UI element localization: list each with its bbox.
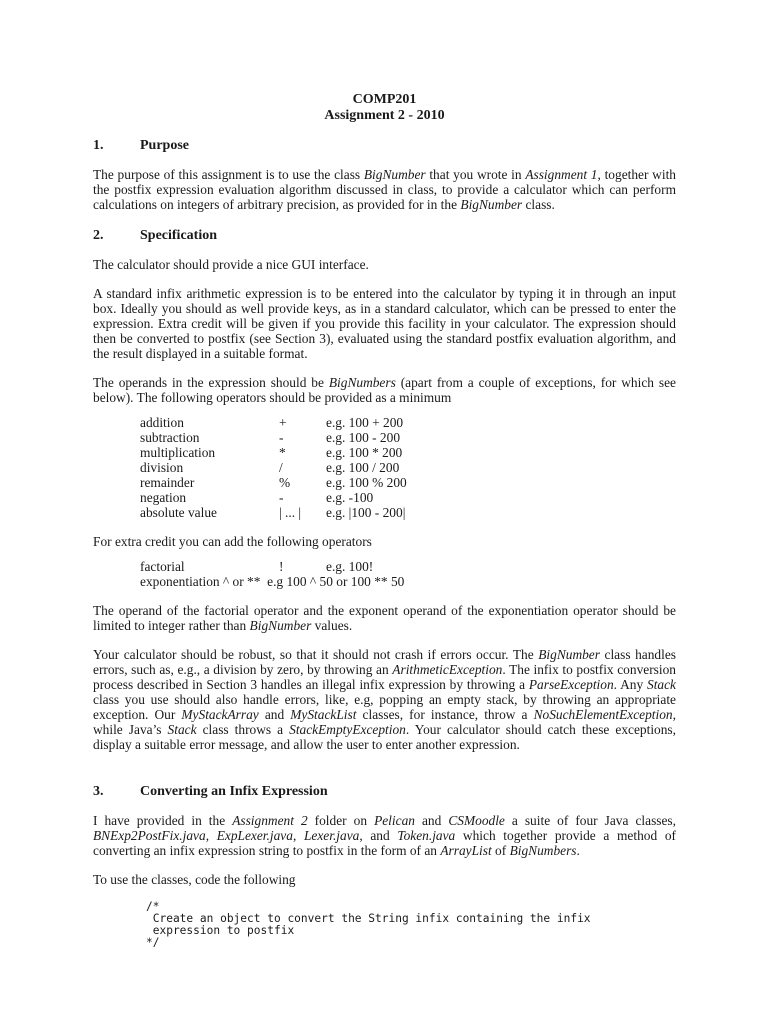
gui-paragraph: The calculator should provide a nice GUI interface. (93, 257, 369, 272)
operator-row: multiplication * e.g. 100 * 200 (140, 445, 403, 460)
use-paragraph: To use the classes, code the following (93, 872, 296, 887)
section-title: Purpose (140, 138, 189, 153)
robust-paragraph: Your calculator should be robust, so that it should not crash if errors occur. The BigNumber class handles errors, such as, e.g., a division by zero, by throwing an ArithmeticException. The infix to postfix conversion process described in Section 3 handles an illegal infix expression by throwing a ParseException. Any Stack class you use should also handle errors, like, e.g, popping an empty stack, by throwing an appropriate exception. Our MyStackArray and MyStackList classes, for instance, throw a NoSuchElementException, while Java’s Stack class throws a StackEmptyException. Your calculator should catch these exceptions, display a suitable error message, and allow the user to enter another expression. (93, 647, 677, 752)
extra-operator-table (140, 559, 676, 589)
input-paragraph: A standard infix arithmetic expression is to be entered into the calculator by typing it in through an input box. Ideally you should as well provide keys, as in a standard calculator, which can be pressed to enter the expression. Extra credit will be given if you provide this facility in your calculator. The expression should then be converted to postfix (see Section 3), evaluated using the standard postfix evaluation algorithm, and the result displayed in a suitable format. (93, 286, 676, 361)
section-heading-purpose (93, 138, 676, 153)
operator-row: negation - e.g. -100 (140, 490, 374, 505)
course-title: COMP201 (352, 92, 417, 107)
operands-paragraph: The operands in the expression should be BigNumbers (apart from a couple of exceptions, for which see below). The following operators should be provided as a minimum (93, 375, 676, 405)
classes-paragraph: I have provided in the Assignment 2 folder on Pelican and CSMoodle a suite of four Java classes, BNExp2PostFix.java, ExpLexer.java, Lexer.java, and Token.java which together provide a method of converting an infix expression string to postfix in the form of an ArrayList of BigNumbers. (93, 813, 676, 858)
section-number: 3. (93, 784, 104, 799)
operator-row: subtraction - e.g. 100 - 200 (140, 430, 401, 445)
section-heading-specification (93, 228, 676, 243)
extra-credit-paragraph: For extra credit you can add the following operators (93, 534, 372, 549)
operator-row: absolute value | ... | e.g. |100 - 200| (140, 505, 406, 520)
operator-row: addition + e.g. 100 + 200 (140, 415, 404, 430)
section-title: Converting an Infix Expression (140, 784, 328, 799)
limit-paragraph: The operand of the factorial operator and the exponent operand of the exponentiation operator should be limited to integer rather than BigNumber values. (93, 603, 676, 633)
section-title: Specification (140, 228, 217, 243)
section-heading-converting (93, 784, 676, 799)
section-number: 2. (93, 228, 104, 243)
operator-table (140, 415, 676, 520)
purpose-paragraph: The purpose of this assignment is to use the class BigNumber that you wrote in Assignment 1, together with the postfix expression evaluation algorithm discussed in class, to provide a calculator which can perform calculations on integers of arbitrary precision, as provided for in the BigNumber class. (93, 167, 676, 212)
operator-row: exponentiation ^ or ** e.g 100 ^ 50 or 100 ** 50 (140, 574, 405, 589)
operator-row: remainder % e.g. 100 % 200 (140, 475, 407, 490)
section-number: 1. (93, 138, 104, 153)
document-page (93, 92, 676, 949)
operator-row: factorial ! e.g. 100! (140, 559, 374, 574)
assignment-title: Assignment 2 - 2010 (324, 108, 445, 123)
operator-row: division / e.g. 100 / 200 (140, 460, 400, 475)
code-comment-block: /* Create an object to convert the String infix containing the infix expression to postfix */ (146, 900, 591, 949)
